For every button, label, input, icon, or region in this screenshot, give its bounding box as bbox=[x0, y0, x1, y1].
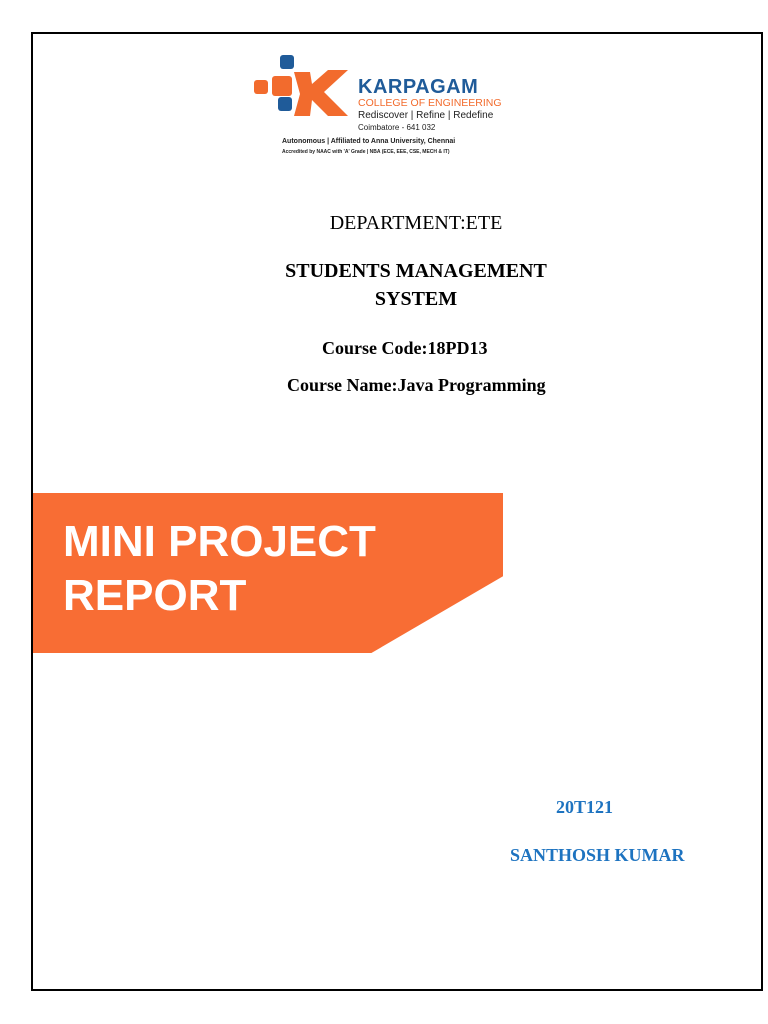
logo-affiliation: Autonomous | Affiliated to Anna University, Chennai bbox=[282, 138, 456, 145]
logo-name: KARPAGAM bbox=[358, 76, 479, 98]
logo-college: COLLEGE OF ENGINEERING bbox=[358, 97, 502, 109]
logo-tagline: Rediscover | Refine | Redefine bbox=[358, 110, 494, 121]
project-title: STUDENTS MANAGEMENT SYSTEM bbox=[285, 260, 547, 310]
banner-title: MINI PROJECT REPORT bbox=[63, 517, 376, 620]
logo-accreditation: Accredited by NAAC with 'A' Grade | NBA (ECE, EEE, CSE, MECH & IT) bbox=[282, 149, 450, 155]
course-name: Course Name:Java Programming bbox=[287, 375, 546, 395]
student-name: SANTHOSH KUMAR bbox=[510, 845, 685, 865]
department-label: DEPARTMENT:ETE bbox=[329, 212, 503, 234]
course-code: Course Code:18PD13 bbox=[322, 338, 488, 358]
logo-city: Coimbatore - 641 032 bbox=[358, 123, 436, 132]
karpagam-logo-icon bbox=[250, 52, 350, 122]
college-logo bbox=[250, 52, 530, 162]
student-roll-number: 20T121 bbox=[556, 797, 614, 817]
